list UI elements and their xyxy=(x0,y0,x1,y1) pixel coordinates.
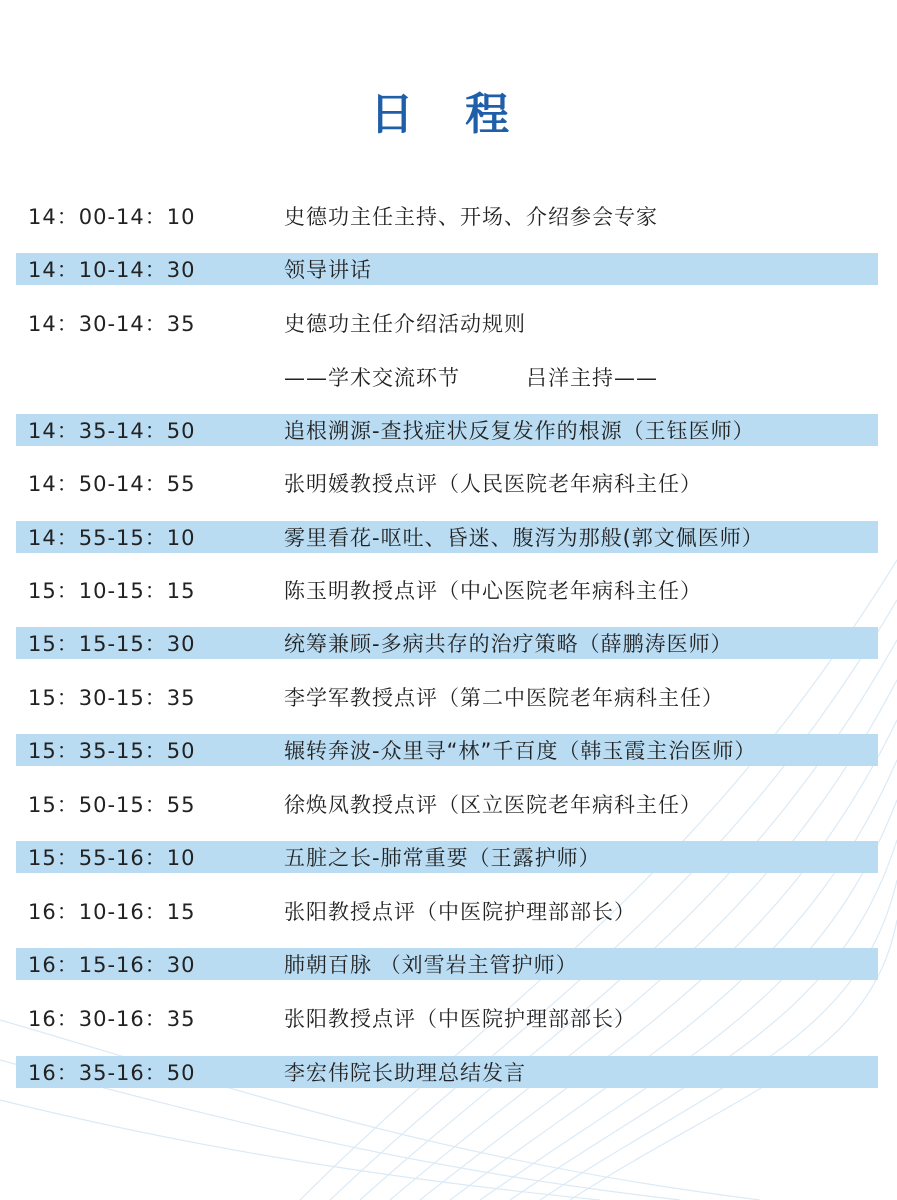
schedule-description: 李宏伟院长助理总结发言 xyxy=(284,1061,526,1085)
schedule-section-header xyxy=(16,361,878,393)
schedule-description: 张明媛教授点评（人民医院老年病科主任） xyxy=(284,472,702,496)
schedule-row xyxy=(16,200,878,232)
schedule-time: 14：50-14：55 xyxy=(28,472,196,496)
schedule-row xyxy=(16,307,878,339)
schedule-description: 辗转奔波-众里寻“林”千百度（韩玉霞主治医师） xyxy=(284,739,757,763)
schedule-description: 张阳教授点评（中医院护理部部长） xyxy=(284,1007,636,1031)
schedule-time: 15：10-15：15 xyxy=(28,579,196,603)
schedule-time: 16：30-16：35 xyxy=(28,1007,196,1031)
schedule-description: 统筹兼顾-多病共存的治疗策略（薛鹏涛医师） xyxy=(284,632,733,656)
schedule-time: 15：15-15：30 xyxy=(28,632,196,656)
schedule-description: ——学术交流环节 吕洋主持—— xyxy=(284,366,658,390)
page-title: 日 程 xyxy=(369,89,528,140)
schedule-time: 15：30-15：35 xyxy=(28,686,196,710)
schedule-time: 14：55-15：10 xyxy=(28,526,196,550)
schedule-time: 16：10-16：15 xyxy=(28,900,196,924)
schedule-row xyxy=(16,1056,878,1088)
schedule-time: 16：15-16：30 xyxy=(28,953,196,977)
schedule-description: 徐焕凤教授点评（区立医院老年病科主任） xyxy=(284,793,702,817)
schedule-time: 14：10-14：30 xyxy=(28,258,196,282)
schedule-row xyxy=(16,734,878,766)
schedule-row xyxy=(16,521,878,553)
schedule-description: 雾里看花-呕吐、昏迷、腹泻为那般(郭文佩医师） xyxy=(284,526,764,550)
schedule-time: 14：30-14：35 xyxy=(28,312,196,336)
schedule-description: 领导讲话 xyxy=(284,258,372,282)
schedule-time: 15：55-16：10 xyxy=(28,846,196,870)
schedule-row xyxy=(16,574,878,606)
schedule-time: 16：35-16：50 xyxy=(28,1061,196,1085)
schedule-row xyxy=(16,895,878,927)
schedule-description: 史德功主任介绍活动规则 xyxy=(284,312,526,336)
schedule-row xyxy=(16,681,878,713)
schedule-row xyxy=(16,1002,878,1034)
schedule-time: 15：35-15：50 xyxy=(28,739,196,763)
schedule-description: 张阳教授点评（中医院护理部部长） xyxy=(284,900,636,924)
schedule-description: 追根溯源-查找症状反复发作的根源（王钰医师） xyxy=(284,419,755,443)
schedule-description: 陈玉明教授点评（中心医院老年病科主任） xyxy=(284,579,702,603)
schedule-row xyxy=(16,948,878,980)
schedule-time: 14：00-14：10 xyxy=(28,205,196,229)
schedule-row xyxy=(16,467,878,499)
schedule-row xyxy=(16,253,878,285)
schedule-row xyxy=(16,841,878,873)
schedule-description: 肺朝百脉 （刘雪岩主管护师） xyxy=(284,953,578,977)
schedule-description: 五脏之长-肺常重要（王露护师） xyxy=(284,846,601,870)
schedule-row xyxy=(16,414,878,446)
schedule-time: 14：35-14：50 xyxy=(28,419,196,443)
schedule-row xyxy=(16,627,878,659)
schedule-description: 史德功主任主持、开场、介绍参会专家 xyxy=(284,205,658,229)
schedule-time: 15：50-15：55 xyxy=(28,793,196,817)
schedule-description: 李学军教授点评（第二中医院老年病科主任） xyxy=(284,686,724,710)
schedule-row xyxy=(16,788,878,820)
